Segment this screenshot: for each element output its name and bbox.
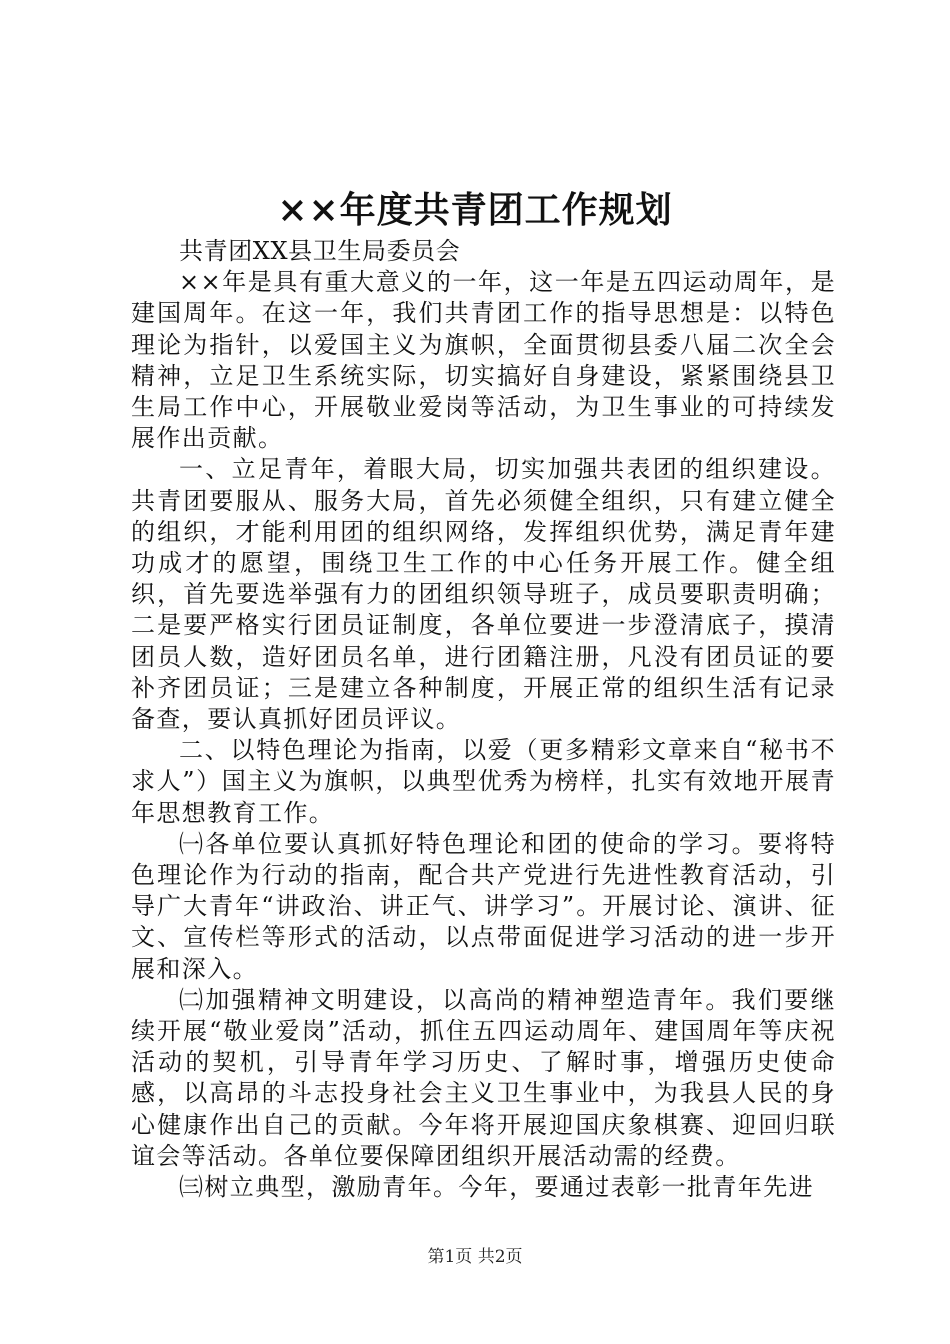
paragraph-section-1: 一、立足青年，着眼大局，切实加强共表团的组织建设。共青团要服从、服务大局，首先必须健全组织，只有建立健全的组织，才能利用团的组织网络，发挥组织优势，满足青年建功成才的愿望，围绕卫生工作的中心任务开展工作。健全组织，首先要选举强有力的团组织领导班子，成员要职责明确；二是要严格实行团员证制度，各单位要进一步澄清底子，摸清团员人数，造好团员名单，进行团籍注册，凡没有团员证的要补齐团员证；三是建立各种制度，开展正常的组织生活有记录备查，要认真抓好团员评议。 [131, 455, 836, 734]
paragraph-item-3: ㈢树立典型，激励青年。今年，要通过表彰一批青年先进 [179, 1173, 814, 1202]
paragraph-intro: ××年是具有重大意义的一年，这一年是五四运动周年，是建国周年。在这一年，我们共青团工作的指导思想是：以特色理论为指针，以爱国主义为旗帜，全面贯彻县委八届二次全会精神，立足卫生系统实际，切实搞好自身建设，紧紧围绕县卫生局工作中心，开展敬业爱岗等活动，为卫生事业的可持续发展作出贡献。 [131, 268, 836, 453]
paragraph-item-1: ㈠各单位要认真抓好特色理论和团的使命的学习。要将特色理论作为行动的指南，配合共产党进行先进性教育活动，引导广大青年“讲政治、讲正气、讲学习”。开展讨论、演讲、征文、宣传栏等形式的活动，以点带面促进学习活动的进一步开展和深入。 [131, 829, 836, 983]
paragraph-section-2: 二、以特色理论为指南，以爱（更多精彩文章来自“秘书不求人”）国主义为旗帜，以典型优秀为榜样，扎实有效地开展青年思想教育工作。 [131, 736, 836, 827]
page-number-footer: 第1页 共2页 [427, 1247, 523, 1267]
paragraph-item-2: ㈡加强精神文明建设，以高尚的精神塑造青年。我们要继续开展“敬业爱岗”活动，抓住五四运动周年、建国周年等庆祝活动的契机，引导青年学习历史、了解时事，增强历史使命感，以高昂的斗志投身社会主义卫生事业中，为我县人民的身心健康作出自己的贡献。今年将开展迎国庆象棋赛、迎回归联谊会等活动。各单位要保障团组织开展活动需的经费。 [131, 985, 836, 1170]
document-body [131, 236, 836, 1203]
document-title: ××年度共青团工作规划 [277, 189, 673, 231]
organization-line: 共青团XX县卫生局委员会 [179, 237, 461, 265]
